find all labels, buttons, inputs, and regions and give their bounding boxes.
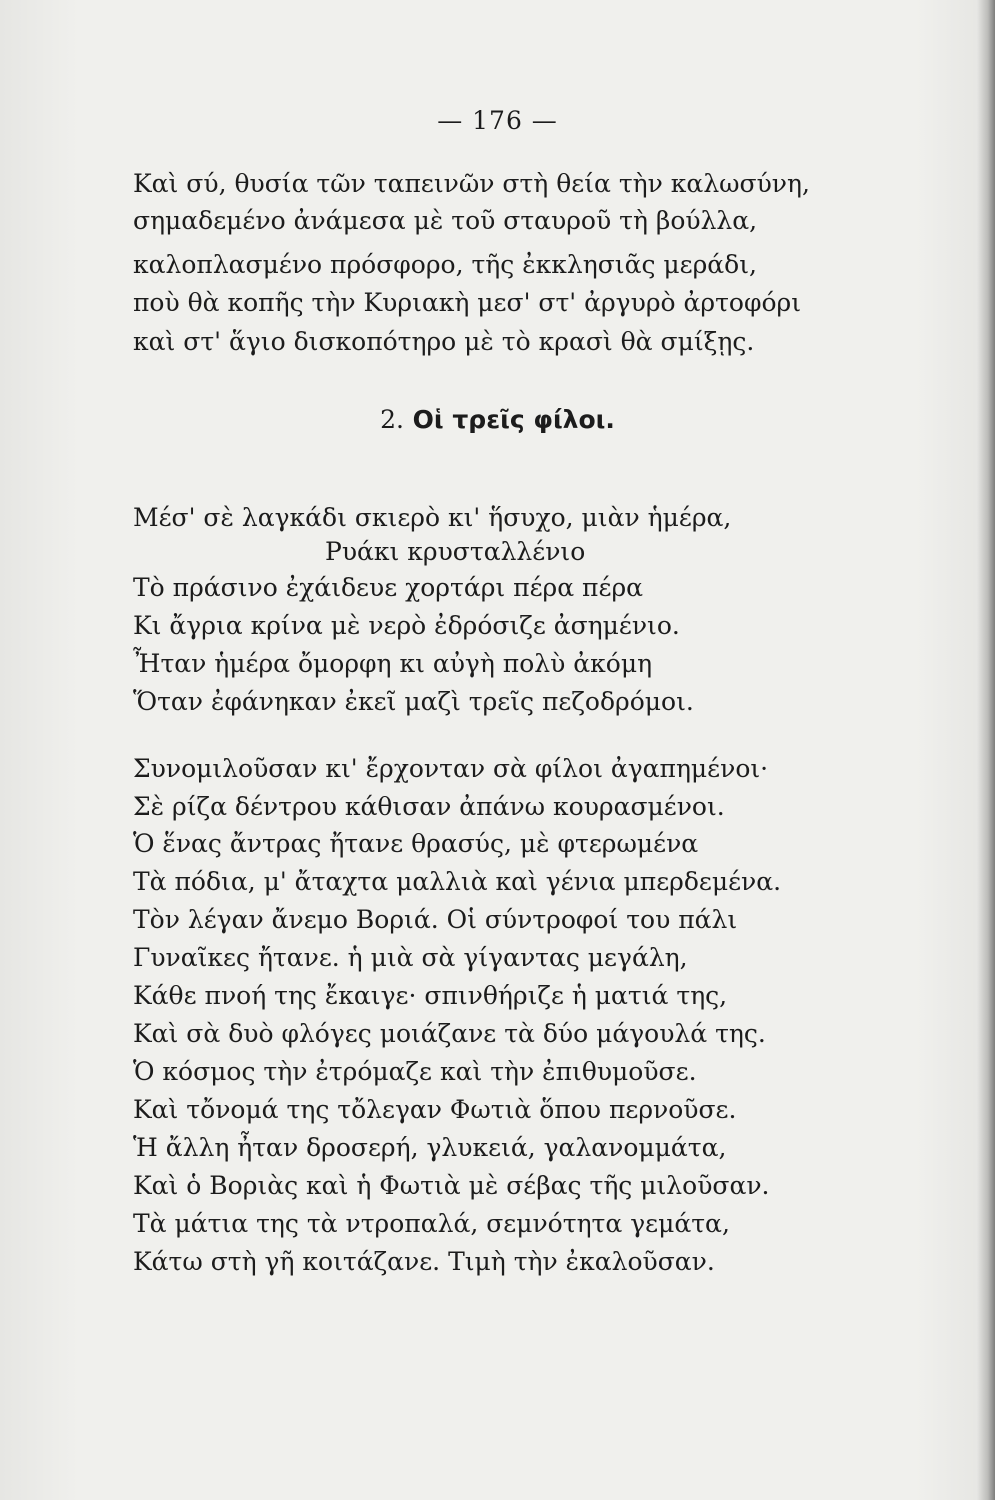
poem-heading [0, 405, 995, 434]
verse-line: Καὶ σύ, θυσία τῶν ταπεινῶν στὴ θεία τὴν καλωσύνη, [133, 169, 810, 198]
verse-line: Καὶ σὰ δυὸ φλόγες μοιάζανε τὰ δύο μάγουλά της. [133, 1019, 766, 1048]
verse-line: Σὲ ρίζα δέντρου κάθισαν ἀπάνω κουρασμένοι. [133, 792, 725, 821]
verse-line: Τὰ πόδια, μ' ἄταχτα μαλλιὰ καὶ γένια μπερδεμένα. [133, 867, 782, 896]
verse-line: Ἦταν ἡμέρα ὄμορφη κι αὐγὴ πολὺ ἀκόμη [133, 649, 653, 678]
verse-line: Τὰ μάτια της τὰ ντροπαλά, σεμνότητα γεμάτα, [133, 1209, 730, 1238]
verse-line: Ἡ ἄλλη ἦταν δροσερή, γλυκειά, γαλανομμάτα, [133, 1133, 727, 1162]
verse-line: Μέσ' σὲ λαγκάδι σκιερὸ κι' ἥσυχο, μιὰν ἡμέρα, [133, 503, 732, 532]
verse-line: Ρυάκι κρυσταλλένιο [325, 537, 586, 566]
verse-line: καλοπλασμένο πρόσφορο, τῆς ἐκκλησιᾶς μεράδι, [133, 250, 757, 279]
verse-line: Ὁ ἕνας ἄντρας ἤτανε θρασύς, μὲ φτερωμένα [133, 829, 699, 858]
verse-line: Κάθε πνοή της ἔκαιγε· σπινθήριζε ἡ ματιά της, [133, 981, 728, 1010]
verse-line: Συνομιλοῦσαν κι' ἔρχονταν σὰ φίλοι ἀγαπημένοι· [133, 754, 769, 783]
verse-line: Καὶ τὄνομά της τὄλεγαν Φωτιὰ ὅπου περνοῦσε. [133, 1095, 737, 1124]
verse-line: Τὸ πράσινο ἐχάιδευε χορτάρι πέρα πέρα [133, 573, 644, 602]
verse-line: Ὅταν ἐφάνηκαν ἐκεῖ μαζὶ τρεῖς πεζοδρόμοι. [133, 687, 694, 716]
verse-line: Καὶ ὁ Βοριὰς καὶ ἡ Φωτιὰ μὲ σέβας τῆς μιλοῦσαν. [133, 1171, 770, 1200]
verse-line: καὶ στ' ἅγιο δισκοπότηρο μὲ τὸ κρασὶ θὰ σμίξῃς. [133, 327, 755, 356]
verse-line: Κι ἄγρια κρίνα μὲ νερὸ ἐδρόσιζε ἀσημένιο. [133, 611, 680, 640]
poem-number: 2. [380, 405, 404, 434]
verse-line: σημαδεμένο ἀνάμεσα μὲ τοῦ σταυροῦ τὴ βούλλα, [133, 206, 758, 235]
poem-title: Οἱ τρεῖς φίλοι. [412, 405, 615, 434]
page-number: — 176 — [437, 106, 558, 135]
page-edge-shadow [977, 0, 995, 1500]
verse-line: Τὸν λέγαν ἄνεμο Βοριά. Οἱ σύντροφοί του πάλι [133, 905, 738, 934]
verse-line: Γυναῖκες ἤτανε. ἡ μιὰ σὰ γίγαντας μεγάλη, [133, 943, 688, 972]
verse-line: ποὺ θὰ κοπῆς τὴν Κυριακὴ μεσ' στ' ἀργυρὸ ἀρτοφόρι [133, 288, 802, 317]
verse-line: Ὁ κόσμος τὴν ἐτρόμαζε καὶ τὴν ἐπιθυμοῦσε. [133, 1057, 697, 1086]
verse-line: Κάτω στὴ γῆ κοιτάζανε. Τιμὴ τὴν ἐκαλοῦσαν. [133, 1247, 715, 1276]
